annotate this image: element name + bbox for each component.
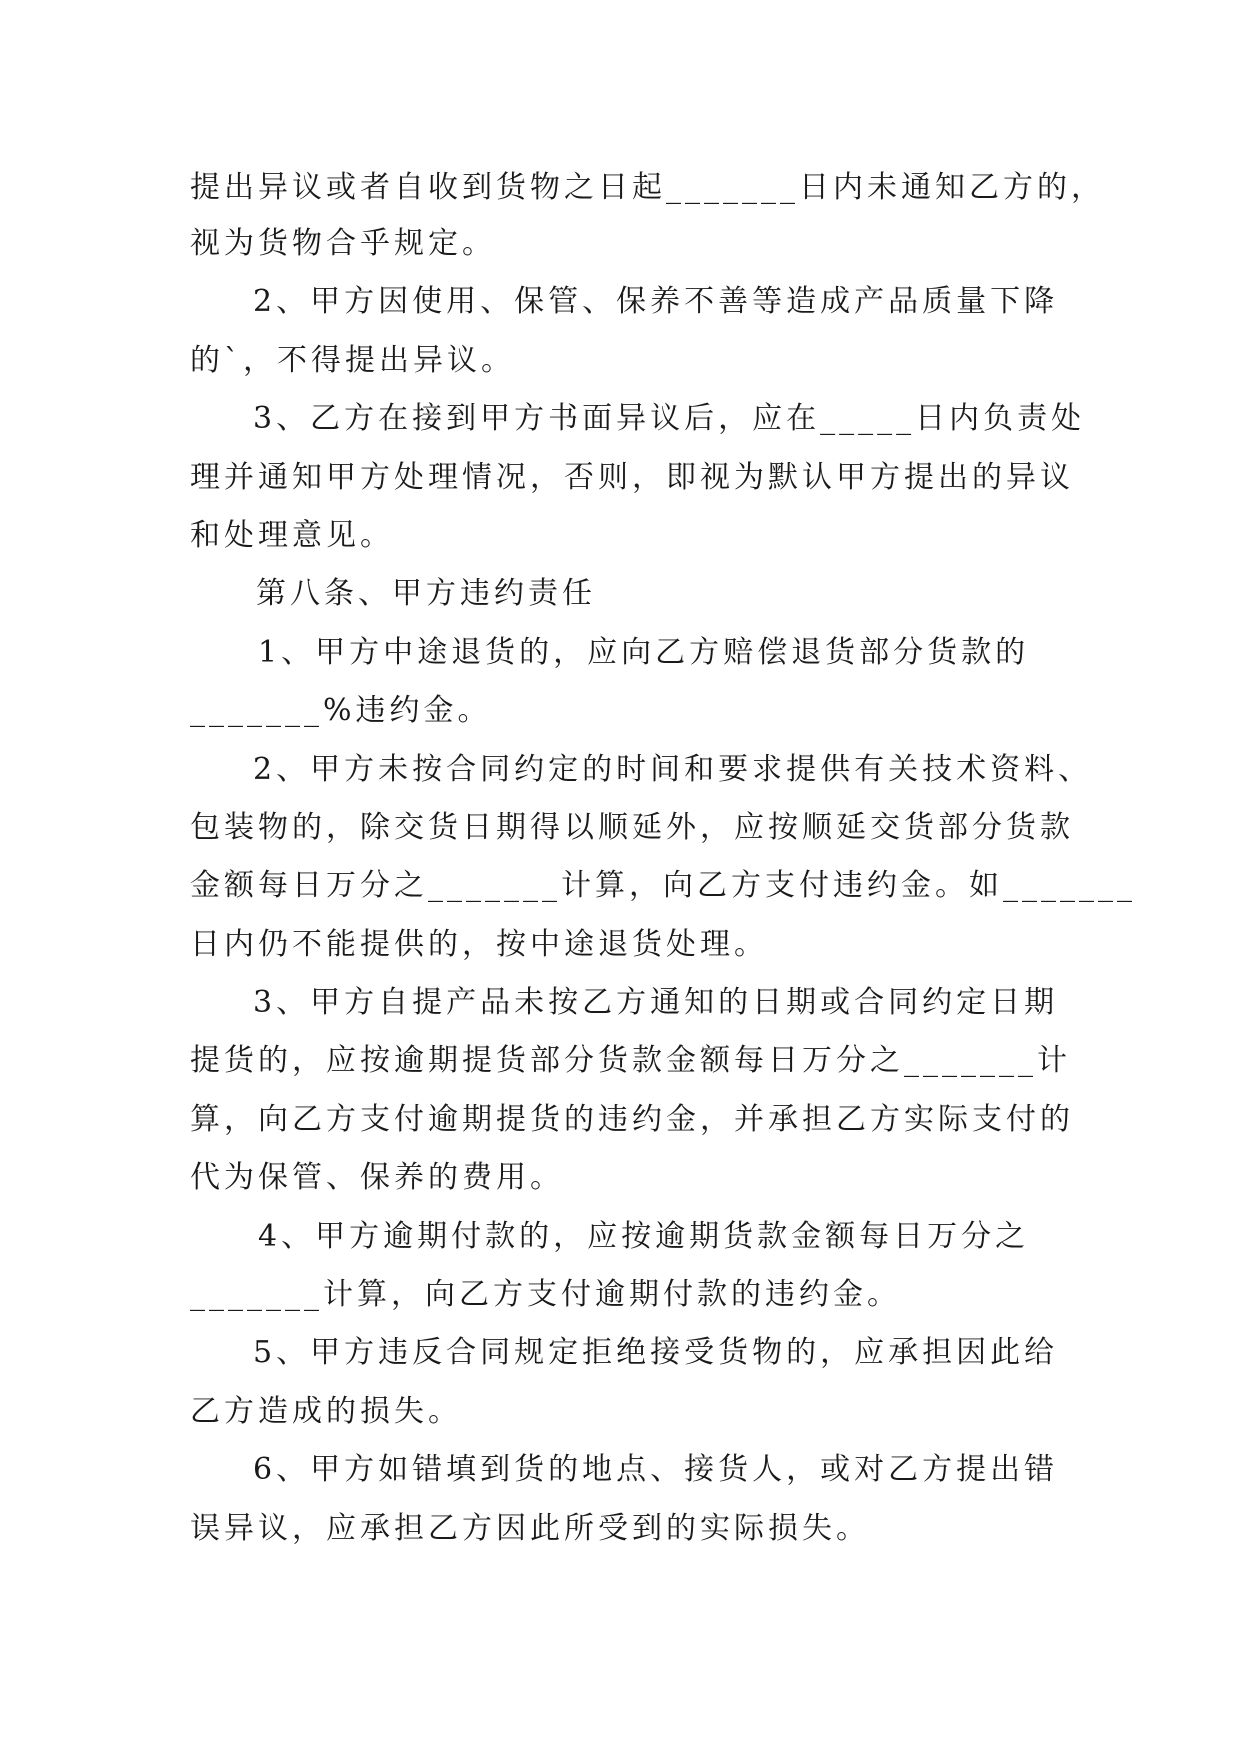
text-line: 提货的，应按逾期提货部分货款金额每日万分之_______计 xyxy=(190,1043,1071,1079)
paragraph-clause-1: 1、甲方中途退货的，应向乙方赔偿退货部分货款的 xyxy=(258,634,1030,670)
text-line: 算，向乙方支付逾期提货的违约金，并承担乙方实际支付的 xyxy=(190,1101,1074,1137)
text-line: 代为保管、保养的费用。 xyxy=(190,1160,564,1196)
text-line: 乙方造成的损失。 xyxy=(190,1393,462,1429)
section-heading: 第八条、甲方违约责任 xyxy=(256,576,596,612)
document-body xyxy=(190,160,1136,1558)
text-line: 提出异议或者自收到货物之日起_______日内未通知乙方的， xyxy=(190,170,1105,205)
paragraph-clause-2: 2、甲方未按合同约定的时间和要求提供有关技术资料、 xyxy=(253,751,1093,787)
text-line: 金额每日万分之_______计算，向乙方支付违约金。如_______ xyxy=(190,868,1136,904)
text-line: _______计算，向乙方支付逾期付款的违约金。 xyxy=(190,1277,901,1313)
text-line: 和处理意见。 xyxy=(190,517,394,553)
paragraph-clause-2: 2、甲方因使用、保管、保养不善等造成产品质量下降 xyxy=(253,284,1059,320)
text-line: 视为货物合乎规定。 xyxy=(190,226,496,261)
text-line: 包装物的，除交货日期得以顺延外，应按顺延交货部分货款 xyxy=(190,809,1074,845)
paragraph-clause-4: 4、甲方逾期付款的，应按逾期货款金额每日万分之 xyxy=(258,1218,1030,1254)
paragraph-clause-3: 3、甲方自提产品未按乙方通知的日期或合同约定日期 xyxy=(253,985,1059,1021)
text-line: 的`，不得提出异议。 xyxy=(190,342,515,378)
text-line: 误异议，应承担乙方因此所受到的实际损失。 xyxy=(190,1510,870,1546)
text-line: 日内仍不能提供的，按中途退货处理。 xyxy=(190,926,768,962)
text-line: _______%违约金。 xyxy=(190,693,492,729)
paragraph-clause-6: 6、甲方如错填到货的地点、接货人，或对乙方提出错 xyxy=(253,1452,1059,1488)
paragraph-clause-3: 3、乙方在接到甲方书面异议后，应在_____日内负责处 xyxy=(253,401,1086,437)
text-line: 理并通知甲方处理情况，否则，即视为默认甲方提出的异议 xyxy=(190,459,1074,495)
paragraph-clause-5: 5、甲方违反合同规定拒绝接受货物的，应承担因此给 xyxy=(253,1335,1059,1371)
